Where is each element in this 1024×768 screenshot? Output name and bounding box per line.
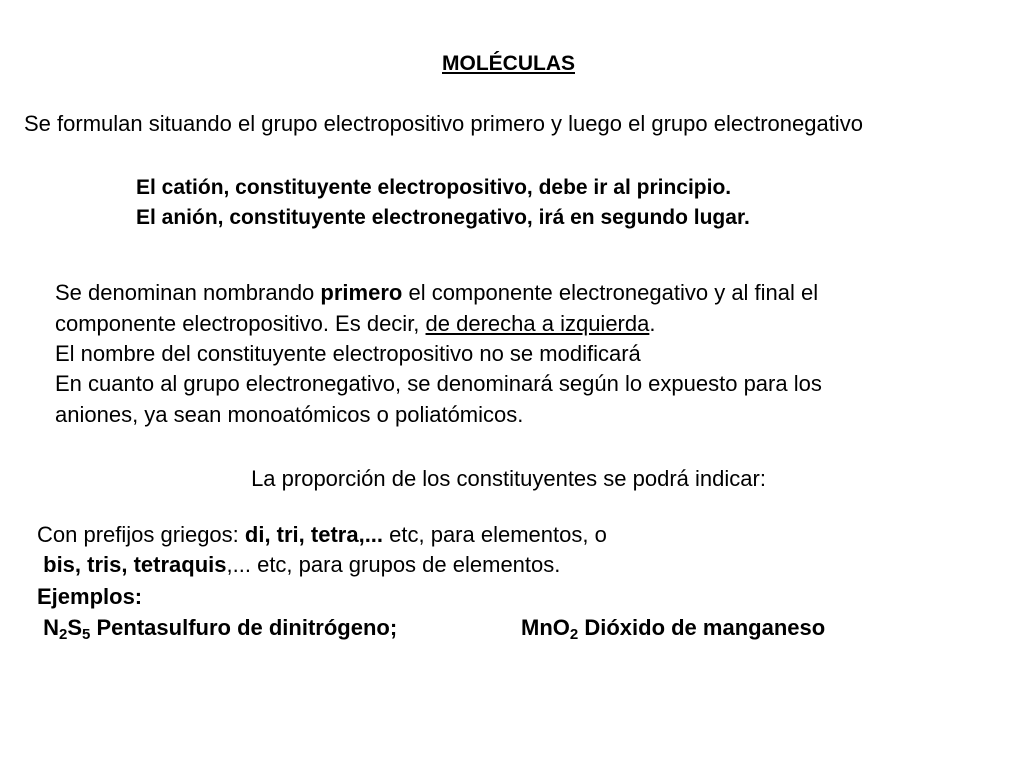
example-2-name: Dióxido de manganeso — [578, 615, 826, 640]
naming-line-1-post: el componente electronegativo y al final el — [402, 280, 819, 305]
prefixes-line-1-bold: di, tri, tetra,... — [244, 522, 384, 547]
proportion-text: La proporción de los constituyentes se podrá indicar: — [251, 466, 766, 491]
prefixes-line-2-bold: bis, tris, tetraquis — [43, 552, 227, 577]
naming-line-3: El nombre del constituyente electropositivo no se modificará — [55, 341, 641, 366]
example-1-formula-n: N — [43, 615, 60, 640]
prefixes-line-2-post: ,... etc, para grupos de elementos. — [226, 552, 561, 577]
cation-rule: El catión, constituyente electropositivo, debe ir al principio. — [136, 176, 732, 199]
example-2-sub: 2 — [569, 626, 579, 643]
example-1-sub-1: 2 — [59, 626, 68, 643]
naming-line-2-post: . — [649, 311, 656, 336]
example-2 — [521, 615, 825, 641]
example-1-name: Pentasulfuro de dinitrógeno; — [90, 615, 398, 640]
intro-text: Se formulan situando el grupo electropositivo primero y luego el grupo electronegativo — [24, 111, 863, 136]
naming-line-1 — [55, 280, 818, 306]
page-title: MOLÉCULAS — [442, 52, 575, 75]
naming-line-2-pre: componente electropositivo. Es decir, — [55, 311, 426, 336]
naming-line-1-bold: primero — [320, 280, 403, 305]
naming-line-1-pre: Se denominan nombrando — [55, 280, 321, 305]
prefixes-line-1-post: etc, para elementos, o — [383, 522, 607, 547]
example-1-formula-s: S — [67, 615, 83, 640]
example-1 — [37, 615, 397, 641]
prefixes-line-2 — [37, 552, 560, 578]
prefixes-line-1-pre: Con prefijos griegos: — [37, 522, 245, 547]
naming-line-2 — [55, 311, 655, 337]
naming-line-4: En cuanto al grupo electronegativo, se denominará según lo expuesto para los — [55, 371, 822, 396]
anion-rule: El anión, constituyente electronegativo, irá en segundo lugar. — [136, 206, 750, 229]
prefixes-line-1 — [37, 522, 607, 548]
examples-heading: Ejemplos: — [37, 584, 143, 609]
example-1-sub-2: 5 — [82, 626, 91, 643]
example-2-formula: MnO — [521, 615, 570, 640]
naming-line-2-underlined: de derecha a izquierda — [425, 311, 650, 336]
naming-line-5: aniones, ya sean monoatómicos o poliatómicos. — [55, 402, 524, 427]
